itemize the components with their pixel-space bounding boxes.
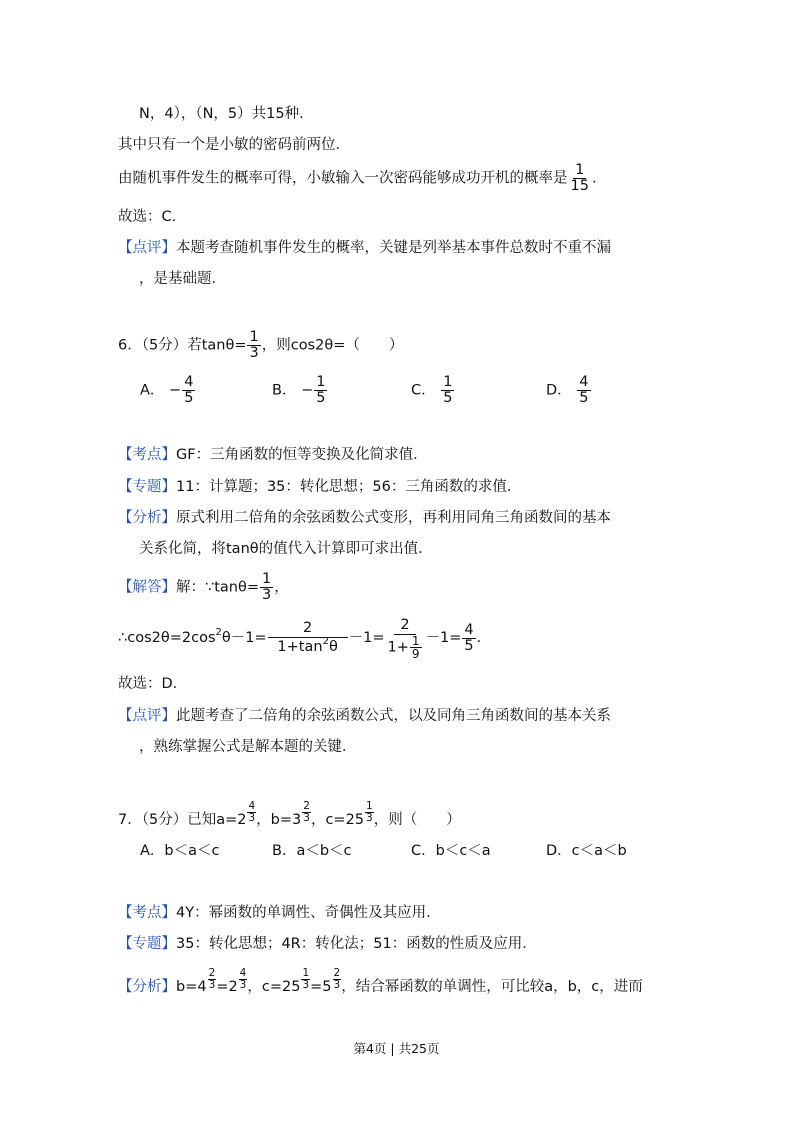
tag-zhuanti: 【专题】 (118, 936, 176, 952)
text-line: 故选：D． (118, 676, 188, 692)
tag-kaodian: 【考点】 (118, 447, 176, 463)
fenxi-line: 【分析】原式利用二倍角的余弦函数公式变形，再利用同角三角函数间的基本 (118, 510, 611, 526)
text-line: 关系化简，将tanθ的值代入计算即可求出值． (139, 541, 433, 557)
text-line: ，是基础题． (139, 271, 226, 287)
kaodian-line: 【考点】4Y：幂函数的单调性、奇偶性及其应用． (118, 905, 441, 921)
option-c: C．b＜c＜a (411, 843, 491, 859)
question-6-stem: 6．（5分）若tanθ= $\frac{1}{3}$ ，则cos2θ=（ ） (118, 329, 404, 361)
kaodian-line: 【考点】GF：三角函数的恒等变换及化简求值． (118, 447, 428, 463)
tag-dianping: 【点评】 (118, 708, 176, 724)
fraction: $\frac{1}{15}$ (570, 162, 589, 194)
comment-line: 【点评】本题考查随机事件发生的概率，关键是列举基本事件总数时不重不漏 (118, 240, 611, 256)
zhuanti-line: 【专题】35：转化思想；4R：转化法；51：函数的性质及应用． (118, 936, 537, 952)
option-a: A． − $\frac{4}{5}$ (140, 374, 194, 406)
text-line: ，熟练掌握公式是解本题的关键． (139, 739, 357, 755)
text: 由随机事件发生的概率可得，小敏输入一次密码能够成功开机的概率是 (118, 170, 568, 187)
text-line: 故选：C． (118, 209, 187, 225)
option-c: C． $\frac{1}{5}$ (411, 374, 453, 406)
option-b: B． − $\frac{1}{5}$ (272, 374, 326, 406)
tag-jieda: 【解答】 (118, 579, 176, 596)
option-d: D．c＜a＜b (546, 843, 627, 859)
jieda-line: 【解答】解：∵tanθ= $\frac{1}{3}$ ， (118, 571, 289, 603)
option-a: A．b＜a＜c (140, 843, 220, 859)
fraction: $\frac{1}{3}$ (249, 329, 259, 361)
page-footer: 第4页 | 共25页 (353, 1041, 440, 1056)
fenxi-line: 【分析】b=4 $\frac{2}{3}$ =2 $\frac{4}{3}$ ，c=25 $\frac{1}{3}$ =5 $\frac{2}{3}$ ，结合幂函数的单调性，可比较a，b，c，进而 (118, 967, 643, 995)
text-line: N，4），（N，5）共15种． (139, 106, 314, 122)
text-line: 其中只有一个是小敏的密码前两位． (118, 137, 350, 153)
tag-zhuanti: 【专题】 (118, 479, 176, 495)
zhuanti-line: 【专题】11：计算题；35：转化思想；56：三角函数的求值． (118, 479, 522, 495)
text-line: 由随机事件发生的概率可得，小敏输入一次密码能够成功开机的概率是 $\frac{1}{15}$ . (118, 162, 597, 194)
tag-dianping: 【点评】 (118, 240, 176, 256)
dianping-line: 【点评】此题考查了二倍角的余弦函数公式，以及同角三角函数间的基本关系 (118, 708, 611, 724)
question-7-stem: 7．（5分）已知a=2 $\frac{4}{3}$ ，b=3 $\frac{2}{3}$ ，c=25 $\frac{1}{3}$ ，则（ ） (118, 800, 461, 828)
option-b: B．a＜b＜c (272, 843, 352, 859)
tag-kaodian: 【考点】 (118, 905, 176, 921)
tag-fenxi: 【分析】 (118, 979, 176, 995)
calculation-line: ∴cos2θ=2cos2θ－1= $\frac{2}{1+\tan 2\theta}$ －1= 2 1+ $\frac{1}{9}$ －1= $\frac{4}{5}$ . (118, 617, 482, 661)
option-d: D． $\frac{4}{5}$ (546, 374, 589, 406)
tag-fenxi: 【分析】 (118, 510, 176, 526)
